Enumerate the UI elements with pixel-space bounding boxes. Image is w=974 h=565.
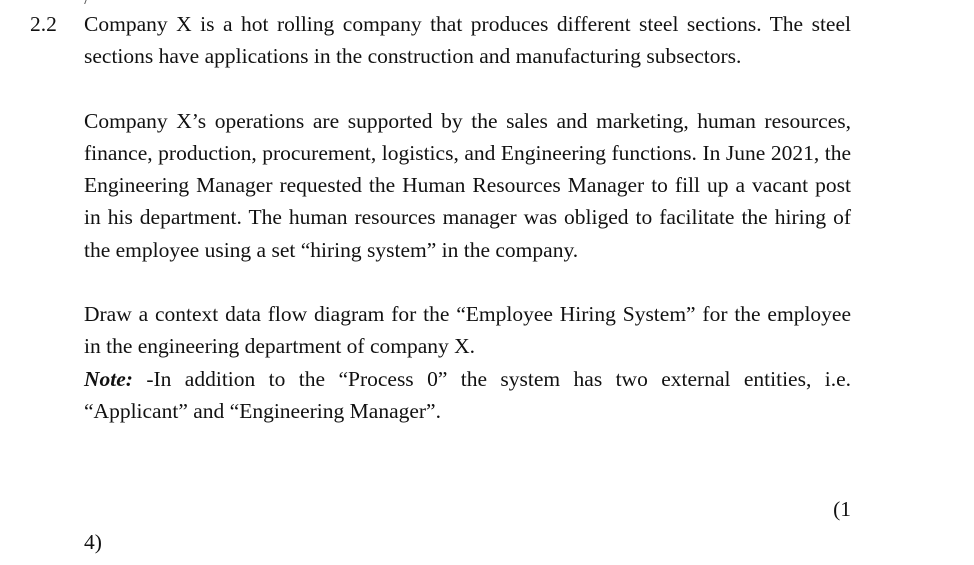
paragraph-spacer xyxy=(84,266,851,298)
question-number: 2.2 xyxy=(30,12,57,36)
scan-mark xyxy=(78,0,89,4)
paragraph-note xyxy=(84,363,851,428)
paragraph-spacer xyxy=(84,73,851,105)
marks-open: (1 xyxy=(833,497,851,521)
paragraph-task: Draw a context data flow diagram for the “Employee Hiring System” for the employee in the engineering department of company X. xyxy=(84,302,851,359)
marks-close: 4) xyxy=(84,530,102,554)
note-label: Note: xyxy=(84,366,133,391)
note-text: -In addition to the “Process 0” the system has two external entities, i.e. “Applicant” and “Engineering Manager”. xyxy=(84,366,851,423)
paragraph-operations: Company X’s operations are supported by the sales and marketing, human resources, finance, production, procurement, logistics, and Engineering functions. In June 2021, the Engineering Manager requested the Human Resources Manager to fill up a vacant post in his department. The human resources manager was obliged to facilitate the hiring of the employee using a set “hiring system” in the company. xyxy=(84,108,851,262)
question-body xyxy=(84,8,851,427)
paragraph-company-intro: Company X is a hot rolling company that produces different steel sections. The steel sections have applications in the construction and manufacturing subsectors. xyxy=(84,12,851,69)
